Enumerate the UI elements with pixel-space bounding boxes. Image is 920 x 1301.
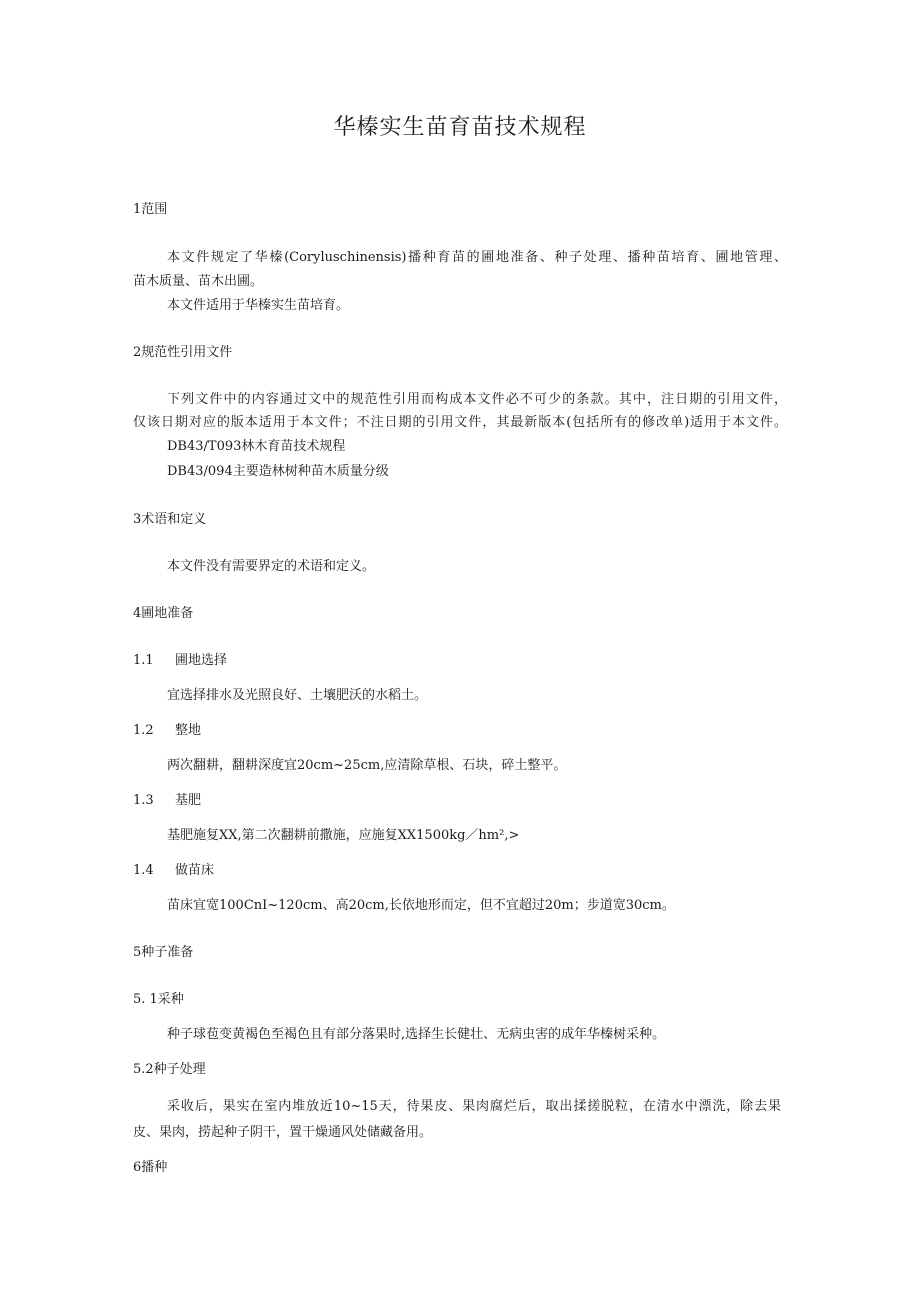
reference-item: DB43/094主要造林树种苗木质量分级	[167, 464, 389, 479]
paragraph: 本文件适用于华榛实生苗培育。	[167, 298, 350, 313]
section-heading-nursery-preparation: 4圃地准备	[133, 606, 194, 621]
document-title: 华榛实生苗育苗技术规程	[333, 115, 587, 140]
subsection-number: 1.3	[133, 793, 154, 808]
paragraph-line: 仅该日期对应的版本适用于本文件；不注日期的引用文件，其最新版本(包括所有的修改单)适用于本文件。	[133, 415, 787, 430]
paragraph: 种子球苞变黄褐色至褐色且有部分落果时,选择生长健壮、无病虫害的成年华榛树采种。	[167, 1027, 666, 1042]
subsection-heading	[133, 791, 201, 811]
subsection-heading: 5.2种子处理	[133, 1062, 206, 1077]
section-heading-terms: 3术语和定义	[133, 512, 207, 527]
subsection-title: 基肥	[175, 793, 202, 808]
section-heading-scope: 1范围	[133, 202, 168, 217]
subsection-title: 整地	[175, 723, 202, 738]
paragraph: 宜选择排水及光照良好、土壤肥沃的水稻土。	[167, 688, 428, 703]
subsection-number: 1.4	[133, 863, 154, 878]
subsection-heading	[133, 861, 214, 881]
paragraph-line: 下列文件中的内容通过文中的规范性引用而构成本文件必不可少的条款。其中，注日期的引用文件，	[167, 392, 787, 407]
section-heading-seed-preparation: 5种子准备	[133, 945, 194, 960]
subsection-heading	[133, 651, 227, 671]
section-heading-sowing: 6播种	[133, 1160, 168, 1175]
paragraph-line: 采收后，果实在室内堆放近10~15天，待果皮、果肉腐烂后，取出揉搓脱粒，在清水中漂洗，除去果	[167, 1099, 781, 1114]
paragraph: 基肥施复XX,第二次翻耕前撒施，应施复XX1500kg／hm²,>	[167, 828, 520, 843]
paragraph-line: 苗木质量、苗木出圃。	[133, 274, 264, 289]
subsection-heading: 5. 1采种	[133, 992, 184, 1007]
paragraph: 本文件没有需要界定的术语和定义。	[167, 559, 376, 574]
subsection-title: 圃地选择	[175, 653, 228, 668]
paragraph-line: 本文件规定了华榛(Coryluschinensis)播种育苗的圃地准备、种子处理、播种苗培育、圃地管理、	[167, 250, 787, 265]
reference-item: DB43/T093林木育苗技术规程	[167, 439, 346, 454]
subsection-number: 1.1	[133, 653, 154, 668]
paragraph-line: 皮、果肉，捞起种子阴干，置干燥通风处储藏备用。	[133, 1125, 433, 1140]
paragraph: 两次翻耕，翻耕深度宜20cm~25cm,应清除草根、石块，碎土整平。	[167, 758, 567, 773]
subsection-title: 做苗床	[175, 863, 215, 878]
paragraph: 苗床宜宽100CnI~120cm、高20cm,长依地形而定，但不宜超过20m；步道宽30cm。	[167, 898, 675, 913]
subsection-number: 1.2	[133, 723, 154, 738]
subsection-heading	[133, 721, 201, 741]
section-heading-references: 2规范性引用文件	[133, 345, 233, 360]
